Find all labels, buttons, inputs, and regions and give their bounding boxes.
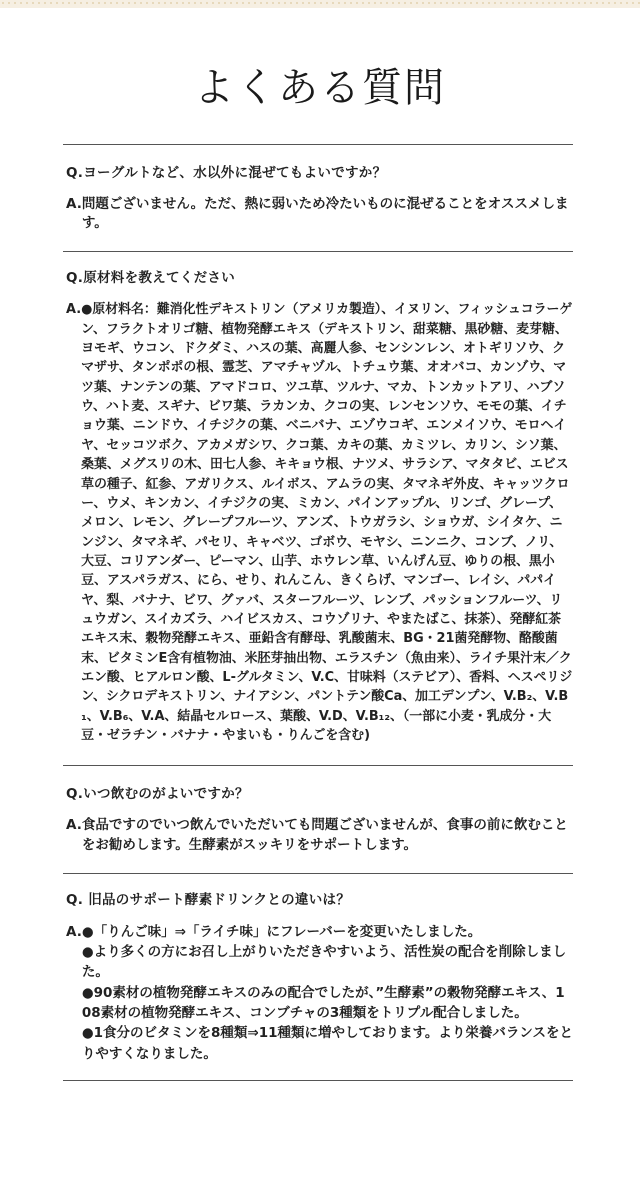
answer-prefix: A. <box>66 817 82 834</box>
answer-line: ●「りんご味」⇒「ライチ味」にフレーバーを変更いたしました。 <box>81 923 482 940</box>
faq-question: Q.ヨーグルトなど、水以外に混ぜてもよいですか？ <box>66 165 387 181</box>
faq-question: Q.いつ飲むのがよいですか？ <box>66 786 249 803</box>
answer-line: 食品ですのでいつ飲んでいただいても問題ございませんが、食事の前に飲むことをお勧めします。生酵素がスッキリをサポートします。 <box>81 817 568 853</box>
faq-item <box>63 144 573 251</box>
faq-answer <box>66 195 573 233</box>
answer-line: ●90素材の植物発酵エキスのみの配合でしたが、”生酵素”の穀物発酵エキス、108素材の植物発酵エキス、コンブチャの3種類をトリプル配合しました。 <box>81 984 565 1021</box>
answer-body <box>82 922 573 1064</box>
faq-question: Q. 旧品のサポート酵素ドリンクとの違いは？ <box>66 891 351 908</box>
faq-item <box>63 873 573 1081</box>
faq-answer <box>66 300 573 745</box>
faq-answer <box>66 922 573 1064</box>
answer-line: ●1食分のビタミンを8種類⇒11種類に増やしております。より栄養バランスをとりやすくなりました。 <box>81 1025 574 1062</box>
answer-line: ●より多くの方にお召し上がりいただきやすいよう、活性炭の配合を削除しました。 <box>81 944 567 981</box>
faq-item <box>63 765 573 872</box>
answer-prefix: A. <box>66 196 82 212</box>
ingredients-list: ●原材料名：難消化性デキストリン（アメリカ製造）、イヌリン、フィッシュコラーゲン、フラクトオリゴ糖、植物発酵エキス（デキストリン、甜菜糖、黒砂糖、麦芽糖、ヨモギ、ウコン、ドクダミ、ハスの葉、高麗人参、センシンレン、オトギリソウ、クマザサ、タンポポの根、霊芝、アマチャヅル、トチュウ葉、オオバコ、カンゾウ、マツ葉、ナンテンの葉、アマドコロ、ツユ草、ツルナ、マカ、トンカットアリ、ハブソウ、ハト麦、スギナ、ビワ葉、ラカンカ、クコの実、レンセンソウ、モモの葉、イチョウ葉、ニンドウ、イチジクの葉、ベニバナ、エゾウコギ、エンメイソウ、モロヘイヤ、セッコツボク、アカメガシワ、クコ葉、カキの葉、カミツレ、カリン、シソ葉、桑葉、メグスリの木、田七人参、キキョウ根、ナツメ、サラシア、マタタビ、エビス草の種子、紅参、アガリクス、ルイボス、アムラの実、タマネギ外皮、キャッツクロー、ウメ、キンカン、イチジクの実、ミカン、パインアップル、リンゴ、グレープ、メロン、レモン、グレープフルーツ、アンズ、トウガラシ、ショウガ、シイタケ、ニンジン、タマネギ、パセリ、キャベツ、ゴボウ、モヤシ、ニンニク、コンブ、ノリ、大豆、コリアンダー、ピーマン、山芋、ホウレン草、いんげん豆、ゆりの根、黒小豆、アスパラガス、にら、せり、れんこん、きくらげ、マンゴー、レイシ、パパイヤ、梨、バナナ、ビワ、グァバ、スターフルーツ、レンブ、パッションフルーツ、リュウガン、スイカズラ、ハイビスカス、コウゾリナ、やまたばこ、抹茶）、発酵紅茶エキス末、穀物発酵エキス、亜鉛含有酵母、乳酸菌末、BG・21菌発酵物、酪酸菌末、ビタミンE含有植物油、米胚芽抽出物、エラスチン（魚由来）、ライチ果汁末／クエン酸、ヒアルロン酸、L-グルタミン、V.C、甘味料（ステビア）、香料、ヘスペリジン、シクロデキストリン、ナイアシン、パントテン酸Ca、加工デンプン、V.B₂、V.B₁、V.B₆、V.A、結晶セルロース、葉酸、V.D、V.B₁₂、（一部に小麦・乳成分・大豆・ゼラチン・バナナ・やまいも・りんごを含む) <box>81 302 573 743</box>
faq-answer <box>66 816 573 854</box>
answer-body <box>82 816 573 854</box>
page-title: よくある質問 <box>194 65 446 111</box>
decorative-top-strip <box>0 0 640 8</box>
answer-body <box>82 195 573 233</box>
faq-item <box>63 251 573 765</box>
faq-question: Q.原材料を教えてください <box>66 270 236 287</box>
faq-list <box>63 144 573 1081</box>
answer-line: 問題ございません。ただ、熱に弱いため冷たいものに混ぜることをオススメします。 <box>81 196 569 232</box>
answer-body <box>81 300 573 745</box>
answer-prefix: A. <box>66 302 82 318</box>
answer-prefix: A. <box>66 923 82 940</box>
